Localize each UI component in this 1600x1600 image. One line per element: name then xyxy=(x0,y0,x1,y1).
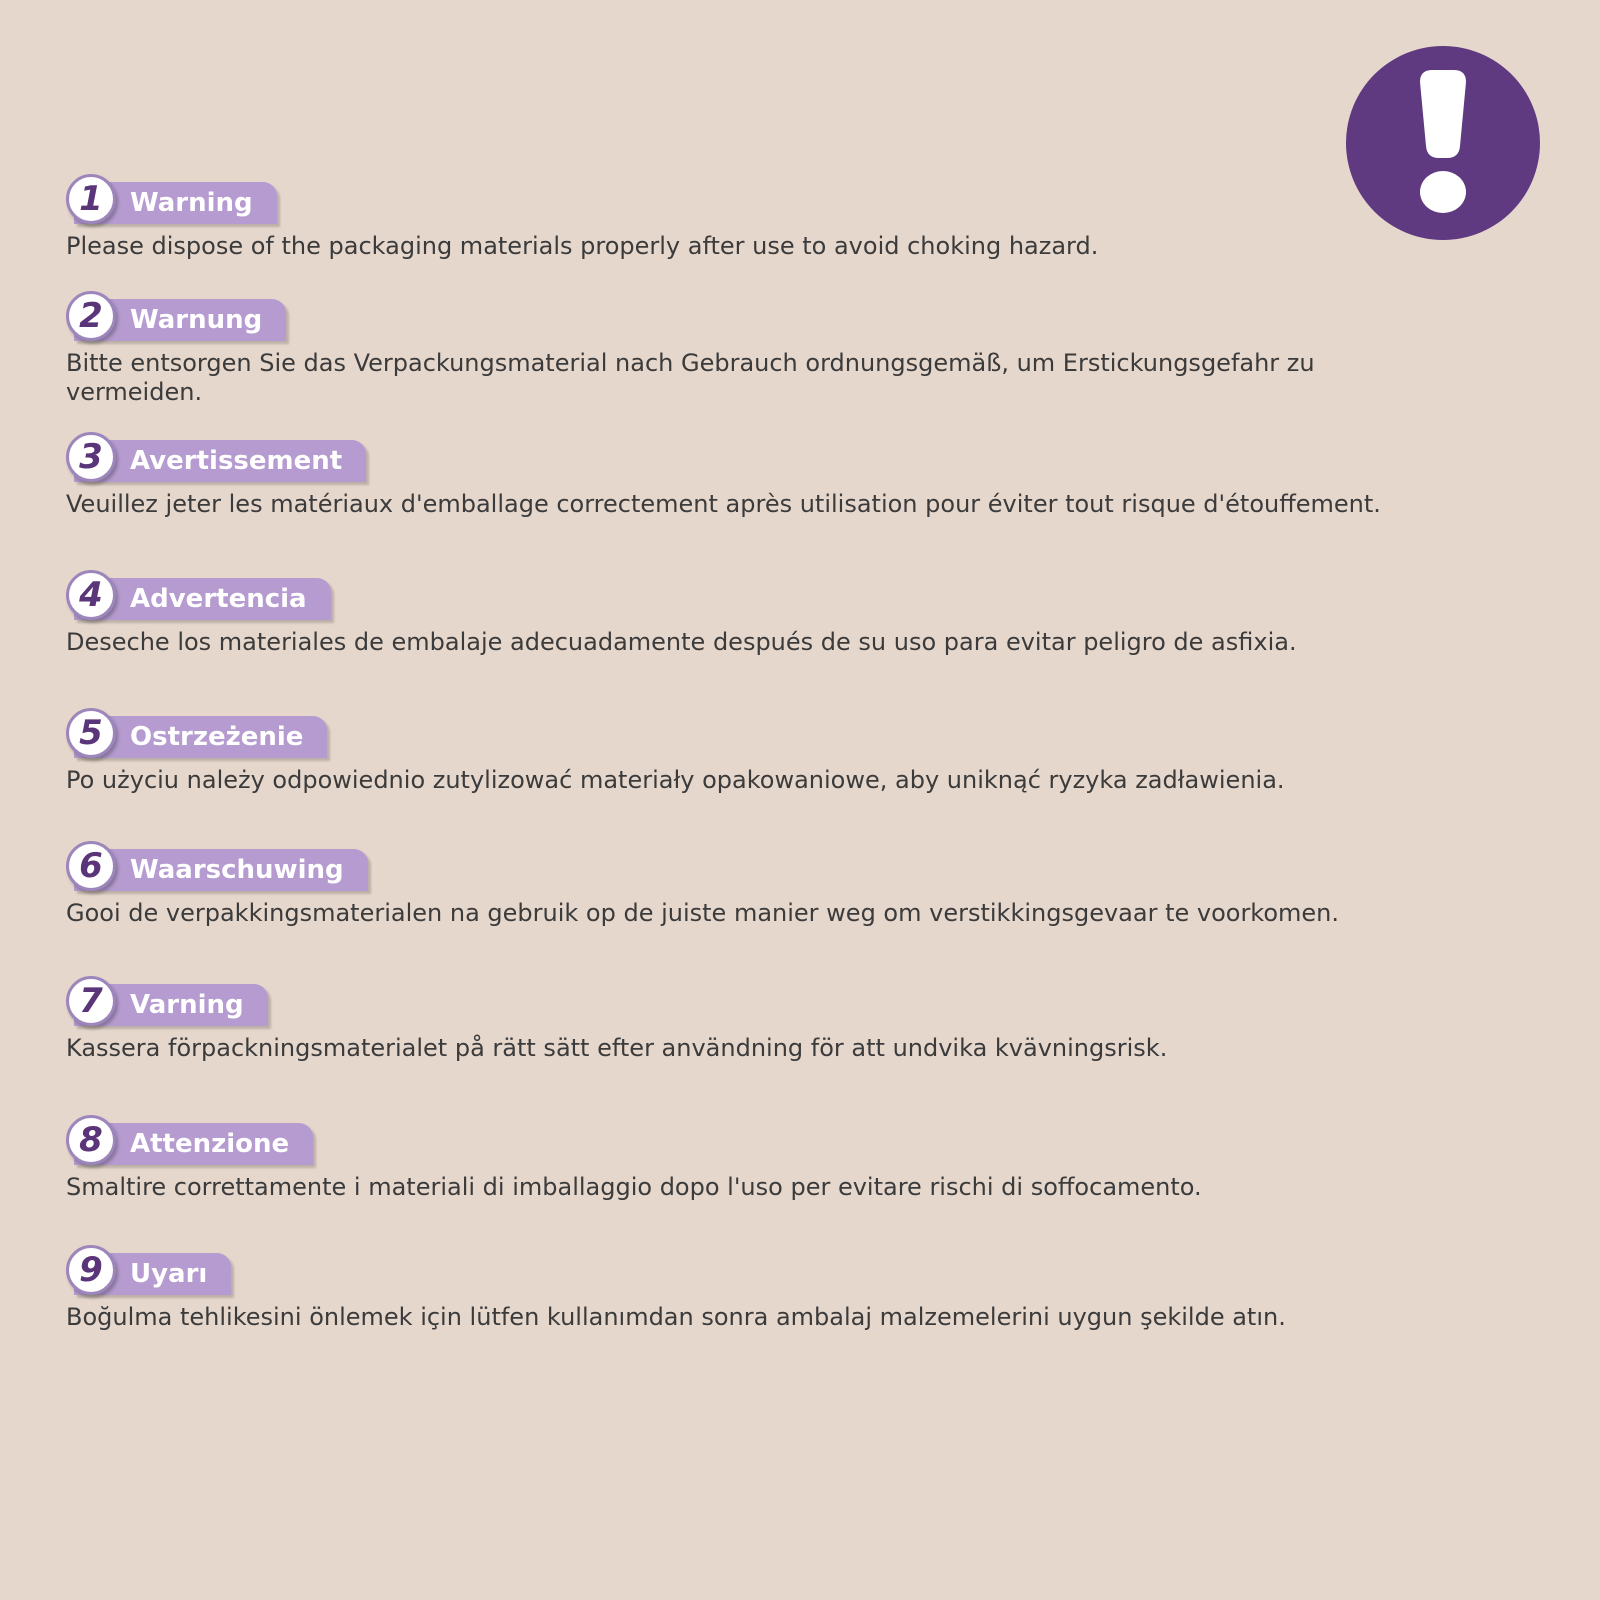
warning-number: 9 xyxy=(66,1245,116,1295)
warning-label: Warning xyxy=(74,182,277,224)
warning-section-9 xyxy=(66,1243,1386,1332)
warning-text: Deseche los materiales de embalaje adecuadamente después de su uso para evitar peligro de asfixia. xyxy=(66,628,1297,656)
warning-number: 3 xyxy=(66,432,116,482)
warning-text: Gooi de verpakkingsmaterialen na gebruik op de juiste manier weg om verstikkingsgevaar te voorkomen. xyxy=(66,899,1340,927)
warning-number: 1 xyxy=(66,174,116,224)
warning-label-row xyxy=(66,706,1386,760)
warning-label: Waarschuwing xyxy=(74,849,368,891)
warning-text: Please dispose of the packaging materials properly after use to avoid choking hazard. xyxy=(66,232,1099,260)
warning-label: Varning xyxy=(74,984,268,1026)
warning-number: 2 xyxy=(66,291,116,341)
warning-text: Po użyciu należy odpowiednio zutylizować materiały opakowaniowe, aby uniknąć ryzyka zadławienia. xyxy=(66,766,1285,794)
warning-section-6 xyxy=(66,839,1386,928)
warning-section-2 xyxy=(66,289,1386,407)
warning-number: 7 xyxy=(66,976,116,1026)
warning-label-row xyxy=(66,1113,1386,1167)
warning-label-row xyxy=(66,974,1386,1028)
warning-number: 4 xyxy=(66,570,116,620)
warning-number: 6 xyxy=(66,841,116,891)
warning-section-7 xyxy=(66,974,1386,1063)
warning-text: Boğulma tehlikesini önlemek için lütfen kullanımdan sonra ambalaj malzemelerini uygun şekilde atın. xyxy=(66,1303,1286,1331)
warning-section-1 xyxy=(66,172,1386,261)
warning-label: Warnung xyxy=(74,299,286,341)
warning-label: Avertissement xyxy=(74,440,366,482)
warning-label-row xyxy=(66,568,1386,622)
warning-label-row xyxy=(66,289,1386,343)
warning-label: Advertencia xyxy=(74,578,331,620)
warning-number: 8 xyxy=(66,1115,116,1165)
warning-text: Smaltire correttamente i materiali di imballaggio dopo l'uso per evitare rischi di soffocamento. xyxy=(66,1173,1202,1201)
warning-label-row xyxy=(66,172,1386,226)
warning-section-3 xyxy=(66,430,1386,519)
warning-label-row xyxy=(66,430,1386,484)
warning-label: Ostrzeżenie xyxy=(74,716,327,758)
warning-label-row xyxy=(66,839,1386,893)
warning-label-row xyxy=(66,1243,1386,1297)
warning-section-8 xyxy=(66,1113,1386,1202)
warning-text: Kassera förpackningsmaterialet på rätt sätt efter användning för att undvika kvävningsrisk. xyxy=(66,1034,1168,1062)
warning-text: Veuillez jeter les matériaux d'emballage correctement après utilisation pour éviter tout risque d'étouffement. xyxy=(66,490,1381,518)
warning-number: 5 xyxy=(66,708,116,758)
warning-label: Uyarı xyxy=(74,1253,231,1295)
warning-label: Attenzione xyxy=(74,1123,313,1165)
warning-section-5 xyxy=(66,706,1386,795)
warning-text: Bitte entsorgen Sie das Verpackungsmaterial nach Gebrauch ordnungsgemäß, um Erstickungsgefahr zu vermeiden. xyxy=(66,349,1315,406)
warning-section-4 xyxy=(66,568,1386,657)
